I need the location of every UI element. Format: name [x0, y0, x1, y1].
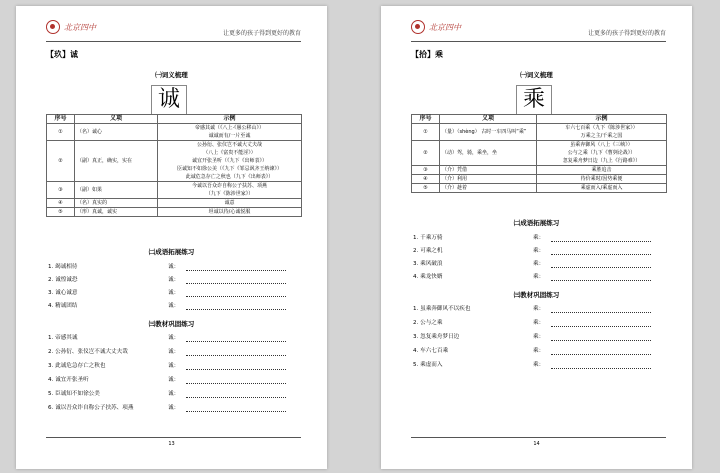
table-header-row — [412, 115, 667, 124]
row-examples — [537, 141, 667, 166]
example-line: 忽复乘舟梦日边（九上《行路难》） — [562, 158, 641, 164]
row-sense: （副）如果 — [75, 182, 158, 199]
example-line: 万乘之主/千乘之国 — [580, 133, 623, 139]
answer-blank[interactable] — [551, 326, 651, 327]
idiom-item — [48, 288, 303, 298]
question-text: 4. 车六七百乘 — [413, 348, 449, 354]
textbook-item — [48, 375, 303, 385]
question-text: 1. 帝感其诚 — [48, 335, 78, 341]
table-row — [412, 141, 667, 166]
answer-blank[interactable] — [551, 254, 651, 255]
col-header-number: 序号 — [412, 115, 440, 124]
row-number: ③ — [412, 166, 440, 175]
table-row — [412, 175, 667, 184]
answer-blank[interactable] — [186, 341, 286, 342]
idiom-item — [48, 262, 303, 272]
footer-divider — [411, 437, 666, 438]
row-sense: （副）真正，确实，实在 — [75, 141, 158, 182]
answer-blank[interactable] — [186, 355, 286, 356]
answer-blank[interactable] — [551, 354, 651, 355]
question-text: 5. 乘虚而入 — [413, 362, 443, 368]
example-line: 公孙衍、张仪岂不诚大丈夫哉 — [196, 142, 262, 148]
row-sense: （量）（shèng） 古时一车四马叫“乘” — [440, 124, 537, 141]
col-header-sense: 义项 — [75, 115, 158, 124]
row-number: ④ — [412, 175, 440, 184]
meaning-table — [46, 114, 302, 217]
example-line: 臣诚知不如徐公美（《九下《邹忌讽齐王纳谏》） — [176, 166, 282, 172]
textbook-item — [48, 333, 303, 343]
textbook-item — [48, 389, 303, 399]
row-number: ② — [47, 141, 75, 182]
row-examples — [158, 199, 302, 208]
question-text: 5. 臣诚知不如徐公美 — [48, 391, 100, 397]
question-text: 4. 乘龙快婿 — [413, 274, 443, 280]
example-line: 待价乘时/因势乘便 — [580, 176, 623, 182]
col-header-sense: 义项 — [440, 115, 537, 124]
row-number: ④ — [47, 199, 75, 208]
example-line: 诚意 — [224, 200, 235, 206]
answer-label: 诚： — [168, 391, 180, 397]
row-examples — [158, 124, 302, 141]
header-motto: 让更多的孩子得到更好的教育 — [587, 30, 666, 37]
section-meaning-heading: ㈠词义梳理 — [155, 71, 188, 79]
row-number: ⑤ — [412, 184, 440, 193]
meaning-table — [411, 114, 667, 193]
textbook-item — [413, 332, 668, 342]
row-number: ① — [412, 124, 440, 141]
example-line: （八上《富贵不能淫》） — [203, 150, 256, 156]
answer-label: 乘： — [533, 362, 545, 368]
idiom-item — [48, 275, 303, 285]
footer-divider — [46, 437, 301, 438]
row-sense: （形）真诚，诚实 — [75, 208, 158, 217]
answer-blank[interactable] — [551, 280, 651, 281]
example-line: 坦诚以待/心诚悦服 — [208, 209, 251, 215]
example-line: 帝感其诚（《八上·《愚公移山》） — [194, 125, 265, 131]
page-header — [411, 20, 666, 40]
col-header-example: 示例 — [537, 115, 667, 124]
row-number: ⑤ — [47, 208, 75, 217]
row-examples — [537, 175, 667, 184]
answer-blank[interactable] — [186, 270, 286, 271]
question-text: 3. 此诚危急存亡之秋也 — [48, 363, 106, 369]
table-row — [47, 141, 302, 182]
lesson-title: 【玖】诚 — [46, 50, 78, 59]
answer-blank[interactable] — [186, 309, 286, 310]
row-examples — [537, 166, 667, 175]
question-text: 2. 公与之乘 — [413, 320, 443, 326]
section-textbook-heading: ㈢教材巩固练习 — [513, 291, 560, 299]
row-examples — [537, 124, 667, 141]
answer-blank[interactable] — [186, 369, 286, 370]
answer-label: 诚： — [168, 363, 180, 369]
question-text: 1. 竭诚相待 — [48, 264, 78, 270]
page-number: 14 — [533, 441, 540, 447]
textbook-item — [48, 347, 303, 357]
question-text: 2. 可乘之机 — [413, 248, 443, 254]
answer-label: 诚： — [168, 349, 180, 355]
answer-blank[interactable] — [186, 296, 286, 297]
section-meaning-heading: ㈠词义梳理 — [520, 71, 553, 79]
textbook-item — [48, 361, 303, 371]
school-logo-icon — [46, 20, 60, 34]
answer-label: 乘： — [533, 306, 545, 312]
lesson-title: 【拾】乘 — [411, 50, 443, 59]
school-logo-icon — [411, 20, 425, 34]
answer-label: 诚： — [168, 335, 180, 341]
row-number: ② — [412, 141, 440, 166]
idiom-item — [413, 246, 668, 256]
question-text: 1. 虽乘奔御风不以疾也 — [413, 306, 471, 312]
idiom-item — [413, 233, 668, 243]
answer-label: 乘： — [533, 320, 545, 326]
question-text: 3. 忽复乘舟梦日边 — [413, 334, 460, 340]
question-text: 4. 诚宜开张圣听 — [48, 377, 89, 383]
answer-blank[interactable] — [551, 340, 651, 341]
idiom-item — [413, 259, 668, 269]
row-sense: （名）诚心 — [75, 124, 158, 141]
question-text: 2. 公孙衍、张仪岂不诚大丈夫哉 — [48, 349, 128, 355]
answer-label: 乘： — [533, 235, 545, 241]
answer-label: 诚： — [168, 264, 180, 270]
featured-character: 诚 — [151, 85, 187, 115]
col-header-example: 示例 — [158, 115, 302, 124]
textbook-item — [48, 403, 303, 413]
answer-label: 诚： — [168, 303, 180, 309]
row-number: ① — [47, 124, 75, 141]
page-right — [381, 6, 692, 469]
textbook-item — [413, 304, 668, 314]
answer-label: 诚： — [168, 405, 180, 411]
example-line: 此诚危急存亡之秋也（九下《出师表》） — [185, 174, 274, 180]
answer-blank[interactable] — [551, 368, 651, 369]
idiom-item — [413, 272, 668, 282]
answer-label: 诚： — [168, 277, 180, 283]
example-line: 诚诚而有/一片至诚 — [208, 133, 251, 139]
example-line: 乘胜追击 — [591, 167, 612, 173]
example-line: 公与之乘（九下《曹刿论战》） — [567, 150, 636, 156]
row-sense: （名）真实的 — [75, 199, 158, 208]
answer-blank[interactable] — [551, 241, 651, 242]
table-row — [412, 184, 667, 193]
example-line: （九下《陈涉世家》） — [205, 191, 254, 197]
row-examples — [537, 184, 667, 193]
answer-label: 乘： — [533, 348, 545, 354]
row-sense: （介）利用 — [440, 175, 537, 184]
question-text: 4. 精诚团结 — [48, 303, 78, 309]
col-header-number: 序号 — [47, 115, 75, 124]
question-text: 1. 千乘万骑 — [413, 235, 443, 241]
table-row — [47, 124, 302, 141]
answer-label: 乘： — [533, 274, 545, 280]
answer-blank[interactable] — [186, 283, 286, 284]
question-text: 2. 诚惶诚恐 — [48, 277, 78, 283]
table-row — [47, 199, 302, 208]
answer-blank[interactable] — [551, 312, 651, 313]
row-sense: （介）凭借 — [440, 166, 537, 175]
answer-blank[interactable] — [551, 267, 651, 268]
page-left — [16, 6, 327, 469]
row-examples — [158, 208, 302, 217]
section-idiom-heading: ㈡成语拓展练习 — [148, 248, 195, 256]
featured-character: 乘 — [516, 85, 552, 115]
section-idiom-heading: ㈡成语拓展练习 — [513, 219, 560, 227]
row-number: ③ — [47, 182, 75, 199]
example-line: 诚宜开张圣听（《九下《出师表》） — [191, 158, 267, 164]
answer-label: 诚： — [168, 290, 180, 296]
question-text: 6. 诚以吾众诈自称公子扶苏、项燕 — [48, 405, 134, 411]
textbook-item — [413, 360, 668, 370]
example-line: 虽乘奔御风（八上《三峡》） — [570, 142, 633, 148]
section-textbook-heading: ㈢教材巩固练习 — [148, 320, 195, 328]
school-name: 北京四中 — [64, 23, 96, 32]
answer-label: 乘： — [533, 248, 545, 254]
table-row — [412, 166, 667, 175]
example-line: 今诚以吾众诈自称公子扶苏、项燕 — [191, 183, 267, 189]
page-number: 13 — [168, 441, 175, 447]
header-divider — [46, 41, 301, 42]
example-line: 乘虚而入/乘虚而入 — [580, 185, 623, 191]
row-sense: （动）驾，骑，乘坐，坐 — [440, 141, 537, 166]
header-motto: 让更多的孩子得到更好的教育 — [222, 30, 301, 37]
example-line: 车六七百乘（九下《陈涉世家》） — [565, 125, 638, 131]
answer-label: 诚： — [168, 377, 180, 383]
answer-label: 乘： — [533, 334, 545, 340]
answer-blank[interactable] — [186, 397, 286, 398]
idiom-item — [48, 301, 303, 311]
school-name: 北京四中 — [429, 23, 461, 32]
table-header-row — [47, 115, 302, 124]
row-examples — [158, 141, 302, 182]
page-header — [46, 20, 301, 40]
answer-blank[interactable] — [186, 383, 286, 384]
answer-blank[interactable] — [186, 411, 286, 412]
answer-label: 乘： — [533, 261, 545, 267]
textbook-item — [413, 346, 668, 356]
table-row — [47, 182, 302, 199]
textbook-item — [413, 318, 668, 328]
row-sense: （介）趁着 — [440, 184, 537, 193]
row-examples — [158, 182, 302, 199]
header-divider — [411, 41, 666, 42]
table-row — [47, 208, 302, 217]
question-text: 3. 乘风破浪 — [413, 261, 443, 267]
question-text: 3. 诚心诚意 — [48, 290, 78, 296]
table-row — [412, 124, 667, 141]
